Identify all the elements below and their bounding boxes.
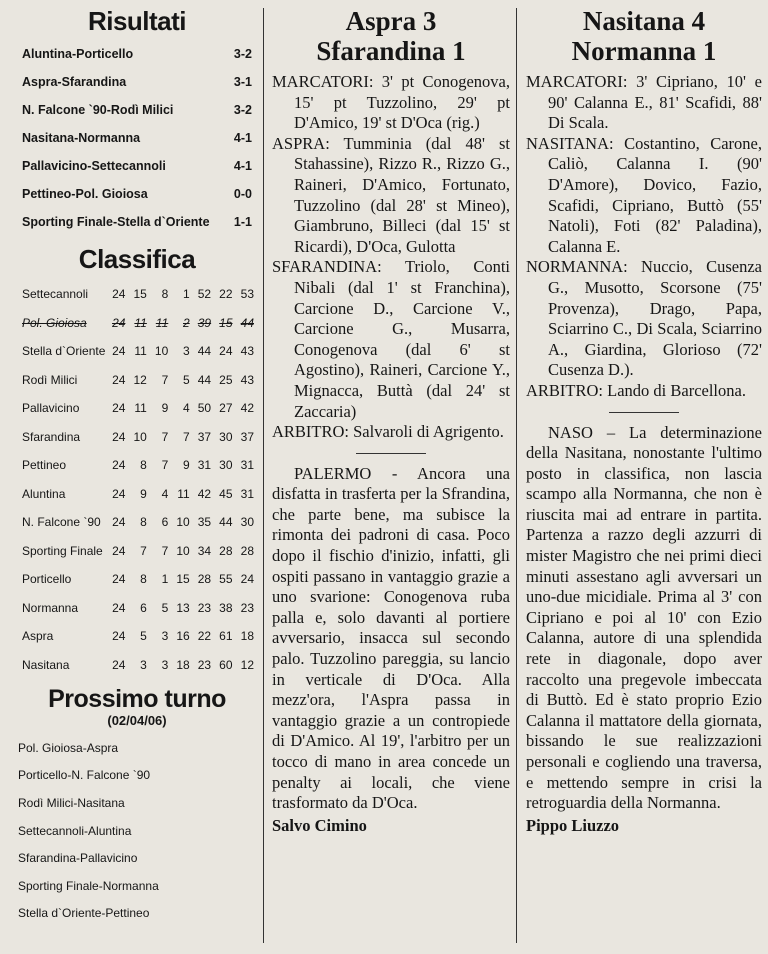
standings-value: 24 (112, 287, 126, 302)
result-score: 3-2 (233, 47, 252, 61)
standings-team: Stella d`Oriente (22, 344, 106, 359)
standings-team: Sporting Finale (22, 543, 103, 558)
standings-value: 23 (197, 657, 212, 672)
standings-value: 23 (197, 600, 212, 615)
column-divider (263, 8, 264, 943)
standings-team: Porticello (22, 572, 72, 587)
standings-value: 24 (219, 344, 233, 359)
standings-value: 11 (134, 315, 147, 330)
fixture-item: Pol. Gioiosa-Aspra (18, 740, 119, 755)
standings-value: 55 (219, 572, 233, 587)
standings-value: 4 (183, 401, 190, 416)
standings-value: 44 (240, 315, 254, 330)
standings-team: N. Falcone `90 (22, 515, 101, 530)
result-row (14, 208, 260, 236)
result-score: 0-0 (233, 187, 252, 201)
standings-value: 11 (155, 315, 169, 330)
standings-team: Sfarandina (22, 429, 81, 444)
standings-value: 24 (112, 657, 126, 672)
standings-value: 24 (112, 515, 126, 530)
article-headline (526, 6, 762, 66)
standings-value: 44 (197, 344, 212, 359)
standings-value: 6 (140, 600, 147, 615)
standings-value: 11 (134, 344, 147, 359)
standings-value: 43 (240, 344, 254, 359)
standings-row (14, 594, 260, 623)
standings-value: 10 (154, 344, 169, 359)
standings-team: Pol. Gioiosa (22, 315, 87, 330)
standings-value: 28 (240, 543, 254, 558)
standings-row (14, 537, 260, 566)
standings-value: 7 (161, 372, 169, 387)
standings-team: Aluntina (22, 486, 66, 501)
standings-value: 1 (183, 287, 190, 302)
standings-value: 10 (176, 543, 190, 558)
standings-value: 60 (219, 657, 233, 672)
standings-value: 52 (197, 287, 212, 302)
standings-row (14, 508, 260, 537)
standings-value: 7 (140, 543, 147, 558)
standings-value: 31 (240, 458, 254, 473)
standings-value: 7 (161, 429, 169, 444)
standings-team: Normanna (22, 600, 79, 615)
standings-value: 8 (140, 458, 147, 473)
standings-row (14, 309, 260, 338)
standings-value: 5 (140, 629, 147, 644)
standings-value: 24 (112, 629, 126, 644)
standings-value: 1 (161, 572, 169, 587)
scorers: MARCATORI: 3' Cipriano, 10' e 90' Calanna E., 81' Scafidi, 88' Di Scala. (526, 72, 762, 133)
standings-value: 38 (219, 600, 233, 615)
fixture-item: Sfarandina-Pallavicino (18, 851, 138, 866)
standings-value: 5 (161, 600, 169, 615)
standings-value: 42 (240, 401, 254, 416)
standings-value: 15 (219, 315, 233, 330)
standings-value: 35 (197, 515, 212, 530)
standings-value: 10 (176, 515, 190, 530)
standings-row (14, 565, 260, 594)
standings-value: 18 (176, 657, 190, 672)
standings-table (14, 280, 260, 679)
result-row (14, 180, 260, 208)
result-row (14, 152, 260, 180)
standings-value: 9 (140, 486, 147, 501)
standings-value: 5 (183, 372, 190, 387)
standings-value: 12 (133, 372, 147, 387)
standings-value: 8 (140, 572, 147, 587)
standings-column (14, 0, 260, 954)
standings-value: 44 (197, 372, 212, 387)
referee: ARBITRO: Lando di Barcellona. (526, 380, 746, 400)
standings-team: Rodì Milici (22, 372, 78, 387)
standings-value: 30 (219, 429, 233, 444)
article-body: PALERMO - Ancora una disfatta in trasferta per la Sfrandina, che parte bene, ma subisce la rimonta dei padroni di casa. Poco dopo il fischio d'inizio, infatti, gli ospiti passano in vantaggio grazie a uno svarione: Conogenova ruba palla e, solo davanti al portiere avversario, insacca sul secondo palo. Tuzzolino pareggia, su lancio in verticale di D'Oca. Alla mezz'ora, l'Aspra passa in vantaggio grazie a un contropiede di D'Amico. Al 19', l'arbitro per un tocco di mano in area concede un penalty ai locali, che viene trasformato da D'Oca. (272, 463, 510, 813)
next-round-date: (02/04/06) (107, 713, 167, 728)
standings-value: 25 (219, 372, 233, 387)
standings-row (14, 423, 260, 452)
standings-value: 6 (161, 515, 169, 530)
standings-value: 22 (219, 287, 233, 302)
standings-value: 9 (183, 458, 190, 473)
headline-line: Sfarandina 1 (316, 36, 466, 66)
standings-value: 8 (140, 515, 147, 530)
standings-value: 31 (197, 458, 212, 473)
standings-value: 3 (140, 657, 147, 672)
standings-value: 3 (183, 344, 190, 359)
results-list (14, 40, 260, 236)
standings-value: 24 (112, 486, 126, 501)
standings-value: 24 (112, 458, 126, 473)
standings-row (14, 394, 260, 423)
standings-row (14, 480, 260, 509)
result-row (14, 68, 260, 96)
standings-value: 7 (183, 429, 190, 444)
headline-line: Nasitana 4 (582, 6, 706, 36)
standings-value: 53 (240, 287, 254, 302)
article-nasitana-normanna (526, 0, 762, 836)
standings-value: 34 (197, 543, 212, 558)
standings-value: 43 (240, 372, 254, 387)
standings-value: 24 (240, 572, 254, 587)
standings-value: 50 (197, 401, 212, 416)
fixture-item: Settecannoli-Aluntina (18, 823, 132, 838)
lineup-away: NORMANNA: Nuccio, Cusenza G., Musotto, Scorsone (75' Provenza), Drago, Papa, Sciarrino C., Di Scala, Sciarrino A., Giardina, Glorioso (72' Cusenza D.). (526, 257, 762, 380)
standings-value: 44 (219, 515, 233, 530)
standings-value: 37 (197, 429, 212, 444)
standings-value: 61 (219, 629, 233, 644)
standings-title: Classifica (78, 244, 196, 274)
referee: ARBITRO: Salvaroli di Agrigento. (272, 422, 504, 442)
standings-value: 28 (197, 572, 212, 587)
standings-value: 8 (161, 287, 169, 302)
standings-value: 24 (112, 600, 126, 615)
lineup-away: SFARANDINA: Triolo, Conti Nibali (dal 1' st Franchina), Carcione D., Carcione V., Carcione G., Musarra, Conogenova (dal 6' st Agostino), Raineri, Carcione Y., Mignacca, Buttà (dal 24' st Zaccaria) (272, 257, 510, 421)
standings-value: 3 (161, 629, 169, 644)
standings-value: 39 (197, 315, 212, 330)
standings-value: 12 (240, 657, 254, 672)
standings-value: 15 (176, 572, 190, 587)
standings-row (14, 651, 260, 680)
result-row (14, 96, 260, 124)
result-match: N. Falcone `90-Rodì Milici (22, 103, 174, 117)
standings-value: 37 (240, 429, 254, 444)
standings-row (14, 280, 260, 309)
standings-row (14, 622, 260, 651)
standings-team: Settecannoli (22, 287, 89, 302)
fixture-item: Rodì Milici-Nasitana (18, 795, 125, 810)
standings-value: 30 (219, 458, 233, 473)
fixture-item: Stella d`Oriente-Pettineo (18, 906, 150, 921)
standings-row (14, 451, 260, 480)
headline-line: Aspra 3 (345, 6, 437, 36)
standings-team: Pettineo (22, 458, 67, 473)
result-match: Pettineo-Pol. Gioiosa (22, 187, 148, 201)
standings-value: 3 (161, 657, 169, 672)
standings-value: 24 (112, 315, 126, 330)
standings-value: 10 (133, 429, 147, 444)
result-match: Aluntina-Porticello (22, 47, 134, 61)
lineup-home: ASPRA: Tumminia (dal 48' st Stahassine), Rizzo R., Rizzo G., Raineri, D'Amico, Fortunato, Tuzzolino (dal 28' st Mineo), Giambruno, Billeci (dal 15' st Ricardi), D'Oca, Gulotta (272, 133, 510, 256)
result-match: Nasitana-Normanna (22, 131, 141, 145)
headline-line: Normanna 1 (571, 36, 717, 66)
standings-value: 7 (161, 458, 169, 473)
standings-row (14, 366, 260, 395)
standings-value: 15 (133, 287, 147, 302)
result-match: Sporting Finale-Stella d`Oriente (22, 215, 210, 229)
standings-row (14, 337, 260, 366)
standings-value: 24 (112, 401, 126, 416)
standings-team: Nasitana (22, 657, 70, 672)
standings-value: 45 (219, 486, 233, 501)
standings-value: 24 (112, 572, 126, 587)
standings-value: 28 (219, 543, 233, 558)
fixtures-list (14, 734, 260, 927)
fixture-item: Sporting Finale-Normanna (18, 878, 159, 893)
next-round-title: Prossimo turno (48, 685, 226, 713)
result-row (14, 124, 260, 152)
article-aspra-sfarandina (272, 0, 510, 836)
standings-value: 2 (183, 315, 190, 330)
standings-value: 18 (240, 629, 254, 644)
result-score: 3-2 (233, 103, 252, 117)
result-row (14, 40, 260, 68)
results-title: Risultati (87, 6, 187, 36)
standings-value: 24 (112, 344, 126, 359)
standings-value: 7 (161, 543, 169, 558)
standings-value: 11 (134, 401, 147, 416)
separator (356, 453, 426, 454)
standings-value: 23 (240, 600, 254, 615)
standings-value: 31 (240, 486, 254, 501)
byline: Salvo Cimino (272, 815, 367, 835)
result-match: Aspra-Sfarandina (22, 75, 127, 89)
standings-value: 22 (197, 629, 212, 644)
standings-value: 13 (176, 600, 190, 615)
result-score: 1-1 (233, 215, 252, 229)
scorers: MARCATORI: 3' pt Conogenova, 15' pt Tuzzolino, 29' pt D'Amico, 19' st D'Oca (rig.) (272, 72, 510, 133)
standings-team: Pallavicino (22, 401, 80, 416)
standings-value: 27 (219, 401, 233, 416)
article-headline (272, 6, 510, 66)
standings-value: 24 (112, 543, 126, 558)
standings-value: 11 (177, 486, 190, 501)
byline: Pippo Liuzzo (526, 815, 620, 835)
separator (609, 412, 679, 413)
standings-value: 24 (112, 429, 126, 444)
result-score: 4-1 (233, 131, 252, 145)
result-score: 3-1 (233, 75, 252, 89)
standings-value: 24 (112, 372, 126, 387)
standings-value: 4 (161, 486, 169, 501)
lineup-home: NASITANA: Costantino, Carone, Caliò, Calanna I. (90' D'Amore), Dovico, Fazio, Scafidi, Cipriano, Buttò (55' Natoli), Foti (82' Paladina), Calanna E. (526, 133, 762, 256)
standings-value: 30 (240, 515, 254, 530)
result-score: 4-1 (233, 159, 252, 173)
fixture-item: Porticello-N. Falcone `90 (18, 768, 151, 783)
standings-value: 42 (197, 486, 212, 501)
standings-team: Aspra (22, 629, 54, 644)
article-body: NASO – La determinazione della Nasitana, nonostante l'ultimo posto in classifica, non lascia scampo alla Normanna, che non è riuscita mai ad entrare in partita. Partenza a razzo degli azzurri di mister Magistro che nei primi dieci minuti assestano agli avversari un uno-due micidiale. Prima al 3' con Cipriano e poi al 10' con Ezio Calanna, autore di una splendida rete in diagonale, dopo aver raccolto una pregevole imbeccata di Buttò. Ed è stato proprio Ezio Calanna il mattatore della giornata, bissando le sue realizzazioni personali e cogliendo una traversa, e mettendo sempre in crisi la retroguardia della Normanna. (526, 422, 762, 813)
standings-value: 16 (176, 629, 190, 644)
result-match: Pallavicino-Settecannoli (22, 159, 166, 173)
column-divider (516, 8, 517, 943)
standings-value: 9 (161, 401, 169, 416)
